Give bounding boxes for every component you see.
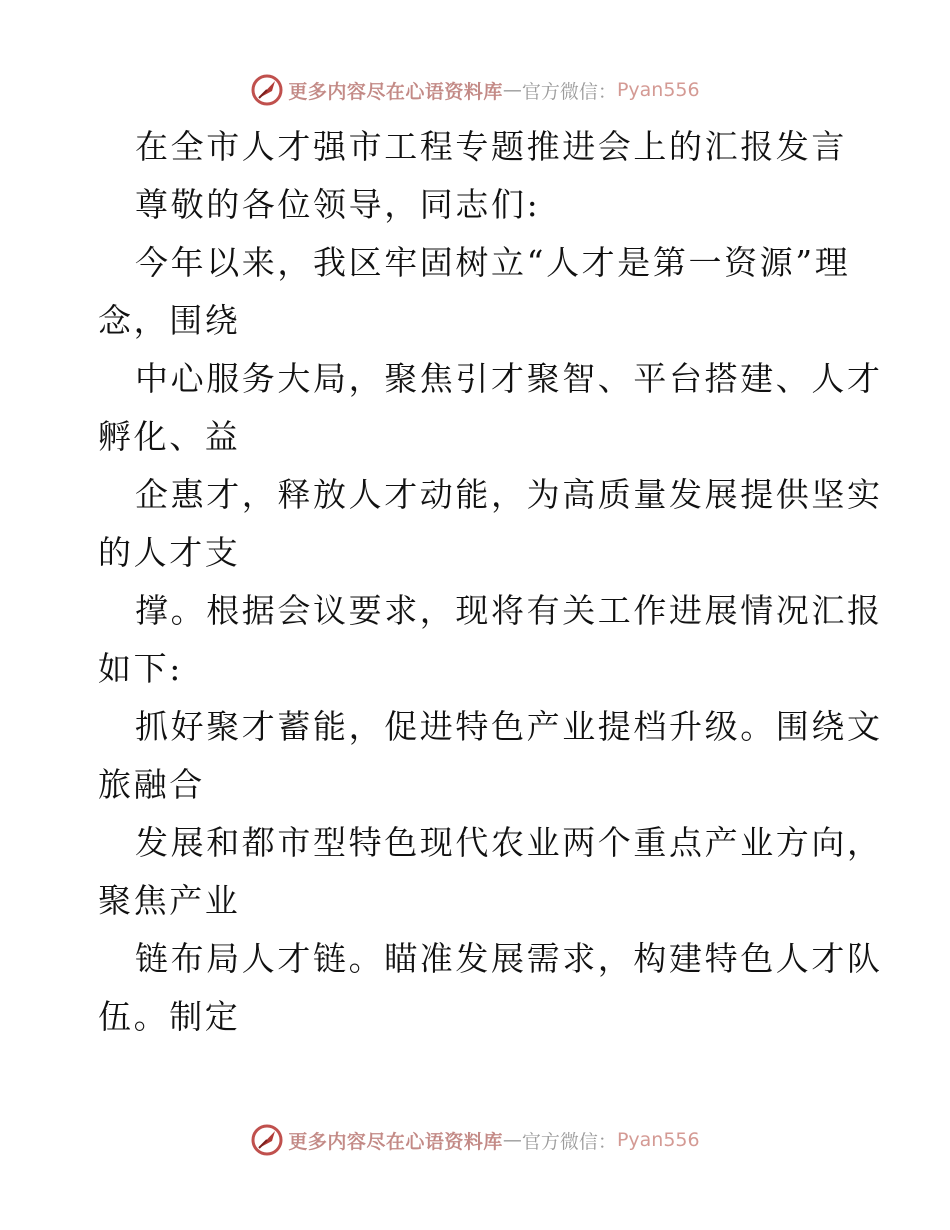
body-line: 发展和都市型特色现代农业两个重点产业方向， [135,823,883,862]
watermark-brand: 更多内容尽在心语资料库 [288,80,503,103]
body-line: 中心服务大局，聚焦引才聚智、平台搭建、人才 [135,359,883,398]
body-line: 企惠才，释放人才动能，为高质量发展提供坚实 [135,475,883,514]
body-line: 旅融合 [98,765,205,804]
watermark-separator: — [502,1129,522,1151]
body-line: 伍。制定 [98,997,241,1036]
body-line: 孵化、益 [98,417,241,456]
quill-pen-icon [250,1123,284,1157]
body-line: 聚焦产业 [98,881,241,920]
body-line: 链布局人才链。瞄准发展需求，构建特色人才队 [135,939,883,978]
body-line: 如下: [98,649,183,688]
watermark-wechat-id: Pyan556 [616,1129,700,1151]
document-body [98,118,883,1046]
footer-watermark [0,1120,950,1160]
watermark-wechat-id: Pyan556 [616,79,700,101]
body-line: 的人才支 [98,533,241,572]
header-watermark [0,70,950,110]
watermark-brand: 更多内容尽在心语资料库 [288,1130,503,1153]
watermark-wechat-label: 官方微信： [521,80,617,103]
salutation: 尊敬的各位领导，同志们: [135,185,541,224]
watermark-separator: — [502,79,522,101]
watermark-wechat-label: 官方微信： [521,1130,617,1153]
quill-pen-icon [250,73,284,107]
body-line: 念，围绕 [98,301,241,340]
body-line: 撑。根据会议要求，现将有关工作进展情况汇报 [135,591,883,630]
body-line: 抓好聚才蓄能，促进特色产业提档升级。围绕文 [135,707,883,746]
body-line: 今年以来，我区牢固树立“人才是第一资源”理 [135,243,851,282]
document-title: 在全市人才强市工程专题推进会上的汇报发言 [135,127,847,166]
